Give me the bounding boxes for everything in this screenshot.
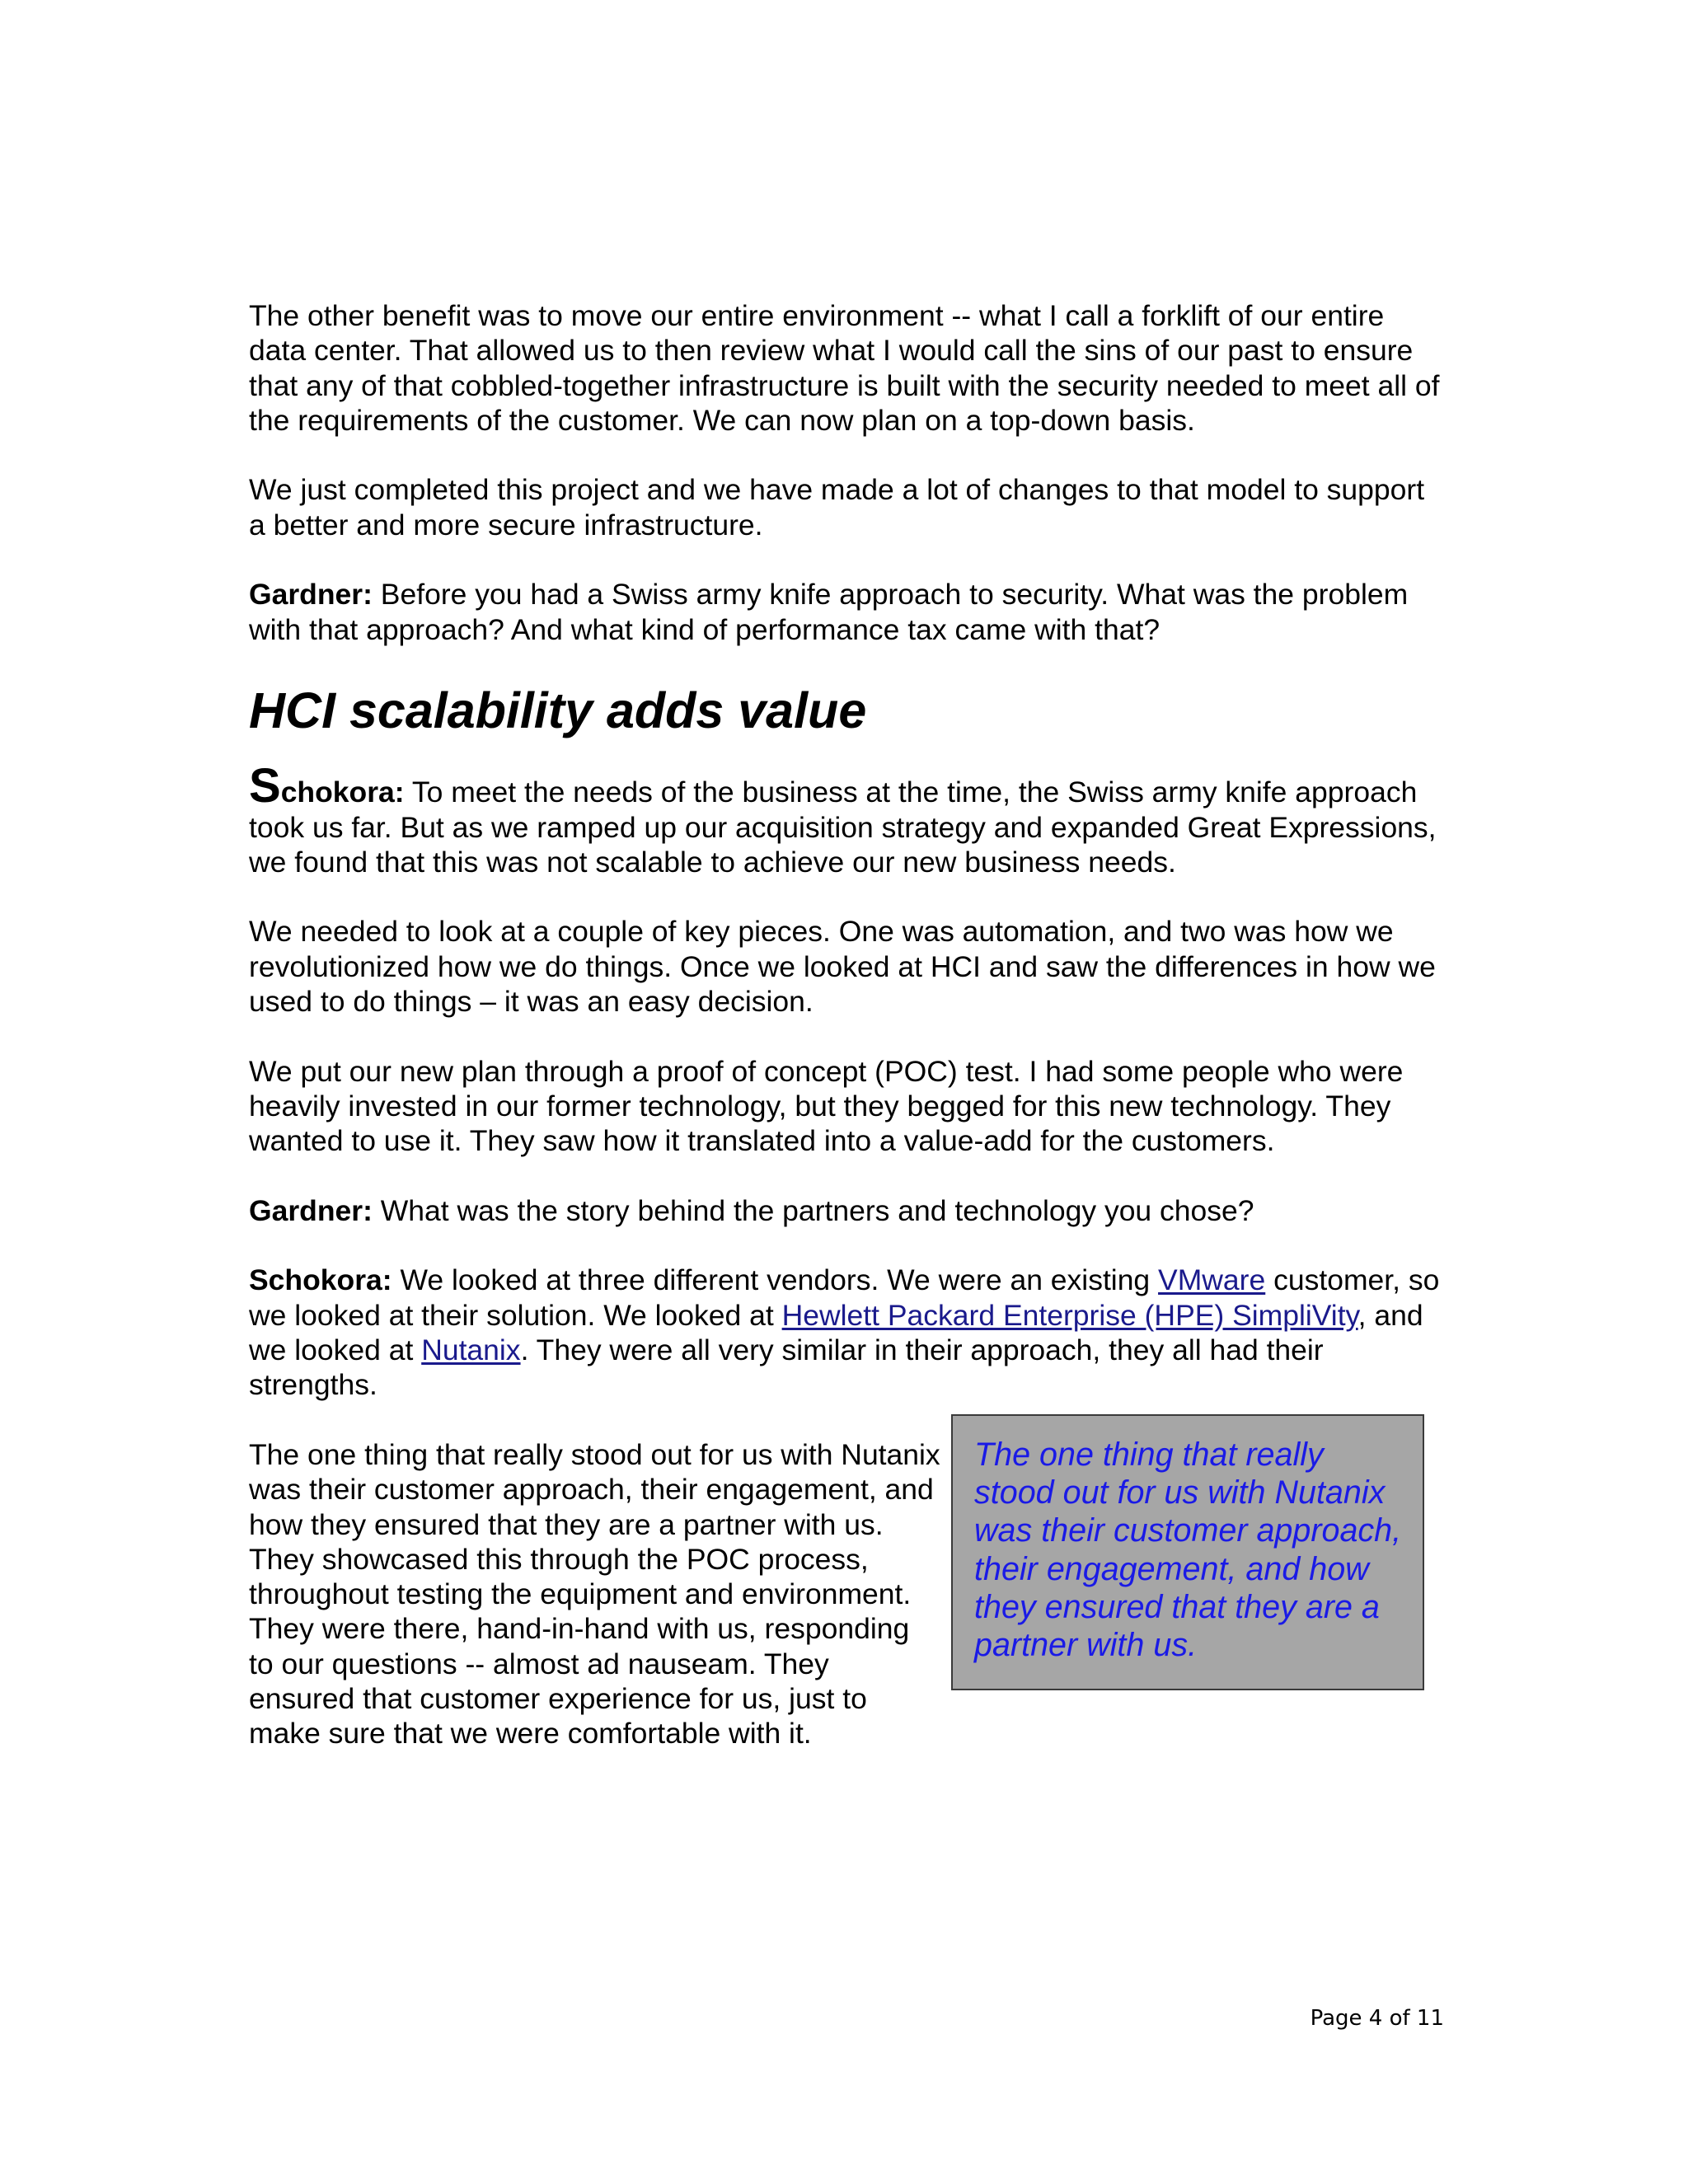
link-hpe-simplivity[interactable]: Hewlett Packard Enterprise (HPE) SimpliVity [781, 1298, 1358, 1332]
article-body [249, 298, 1444, 1751]
paragraph-text: To meet the needs of the business at the time, the Swiss army knife approach took us far. But as we ramped up our acquisition strategy and expanded Great Expressions, we found that this was not scalable to achieve our new business needs. [249, 776, 1437, 879]
speaker-label [249, 759, 405, 813]
paragraph-gardner-question-2 [249, 1193, 1444, 1228]
paragraph-schokora-answer-1 [249, 759, 1444, 879]
paragraph-text: , and we looked at [249, 1298, 1423, 1367]
paragraph-text: customer, so we looked at their solution. We looked at [249, 1263, 1440, 1332]
paragraph-gardner-question-1 [249, 577, 1444, 647]
section-heading: HCI scalability adds value [249, 682, 867, 739]
paragraph-text: Before you had a Swiss army knife approach to security. What was the problem with that approach? And what kind of performance tax came with that? [249, 578, 1409, 646]
page-number: Page 4 of 11 [1310, 2006, 1444, 2031]
paragraph-poc: We put our new plan through a proof of concept (POC) test. I had some people who were heavily invested in our former technology, but they begged for this new technology. They wanted to use it. They saw how it translated into a value-add for the customers. [249, 1054, 1404, 1158]
speaker-label: Gardner: [249, 1193, 373, 1227]
paragraph-project-completed: We just completed this project and we have made a lot of changes to that model to support a better and more secure infrastructure. [249, 473, 1425, 541]
link-nutanix[interactable]: Nutanix [421, 1333, 521, 1367]
paragraph-vendors [249, 1263, 1444, 1402]
pull-quote-box [951, 1414, 1424, 1690]
paragraph-nutanix-standout: The one thing that really stood out for us with Nutanix was their customer approach, their engagement, and how they ensured that they are a partner with us. They showcased this through the POC process, throughout testing the equipment and environment. They were there, hand-in-hand with us, responding to our questions -- almost ad nauseam. They ensured that customer experience for us, just to make sure that we were comfortable with it. [249, 1437, 940, 1750]
speaker-label: Schokora: [249, 1263, 392, 1297]
link-vmware[interactable]: VMware [1158, 1263, 1266, 1297]
speaker-label-rest: chokora: [280, 776, 405, 809]
speaker-label: Gardner: [249, 578, 373, 612]
paragraph-forklift: The other benefit was to move our entire environment -- what I call a forklift of our entire data center. That allowed us to then review what I would call the sins of our past to ensure that any of that cobbled-together infrastructure is built with the security needed to meet all of the requirements of the customer. We can now plan on a top-down basis. [249, 299, 1440, 437]
paragraph-text: What was the story behind the partners and technology you chose? [372, 1193, 1254, 1227]
paragraph-text: We looked at three different vendors. We were an existing [392, 1263, 1159, 1297]
pull-quote-text: The one thing that really stood out for us with Nutanix was their customer approach, their engagement, and how they ensured that they are a partner with us. [974, 1436, 1402, 1663]
drop-letter: S [249, 759, 281, 813]
paragraph-text: . They were all very similar in their approach, they all had their strengths. [249, 1333, 1324, 1402]
quote-section [249, 1437, 1444, 1751]
paragraph-automation: We needed to look at a couple of key pieces. One was automation, and two was how we revolutionized how we do things. Once we looked at HCI and saw the differences in how we used to do things – it was an easy decision. [249, 915, 1436, 1019]
